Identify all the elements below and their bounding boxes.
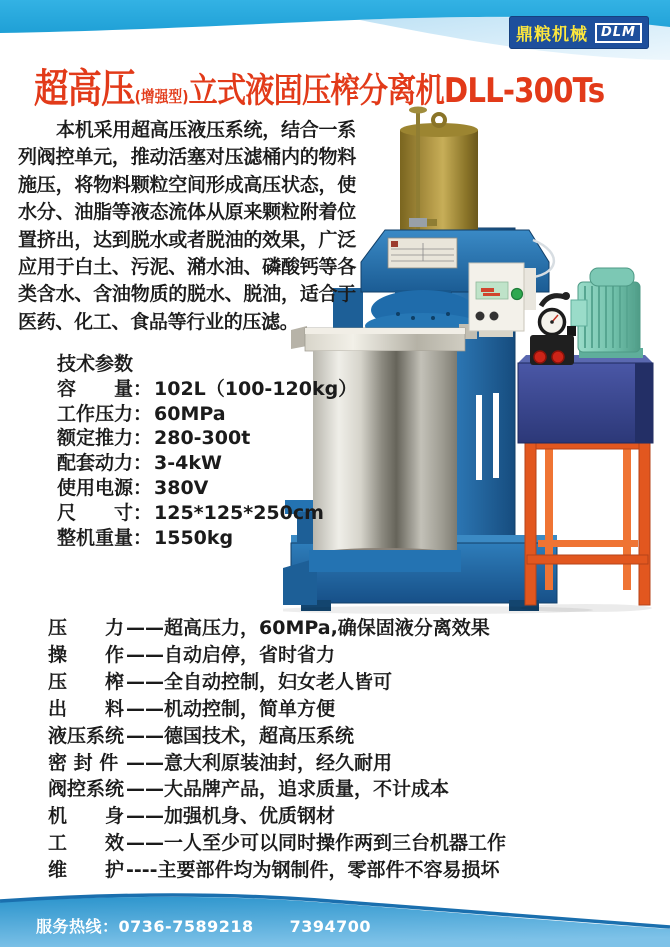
feature-label: 工 效: [48, 832, 125, 855]
feature-dashes: ——: [126, 643, 164, 666]
control-panel: [469, 263, 536, 337]
service-hotline: [36, 914, 371, 937]
feature-row: [48, 830, 506, 857]
page-title: [34, 57, 636, 114]
feature-list: [48, 615, 506, 884]
feature-row: [48, 750, 506, 777]
feature-dashes: ----: [126, 859, 158, 882]
feature-text: 超高压力，60MPa,确保固液分离效果: [164, 617, 490, 639]
brand-logo: [509, 16, 649, 49]
spec-row: [57, 526, 357, 551]
feature-row: [48, 615, 506, 642]
feature-row: [48, 696, 506, 723]
spec-value: 60MPa: [154, 402, 226, 425]
feature-dashes: ——: [126, 778, 164, 801]
spec-label: 尺 寸：: [57, 501, 153, 524]
feature-text: 机动控制，简单方便: [164, 697, 336, 720]
red-valve-knob: [552, 351, 564, 363]
spec-label: 工作压力：: [57, 402, 153, 425]
feature-text: 主要部件均为钢制件，零部件不容易损坏: [157, 859, 500, 882]
hotline-phone-1: 0736-7589218: [118, 917, 254, 936]
feature-label: 机 身: [48, 805, 125, 828]
spec-value: 3-4kW: [154, 452, 222, 475]
feature-row: [48, 669, 506, 696]
spec-value: 280-300t: [154, 427, 251, 450]
spec-row: [57, 426, 357, 451]
feature-row: [48, 723, 506, 750]
pressure-gauge: [540, 292, 571, 335]
knob: [476, 312, 485, 321]
feature-row: [48, 803, 506, 830]
spec-value: 380V: [154, 476, 209, 499]
feature-text: 全自动控制，妇女老人皆可: [164, 670, 393, 693]
feature-dashes: ——: [126, 670, 164, 693]
title-variant: (增强型): [134, 87, 189, 106]
feature-label: 密 封 件: [48, 751, 119, 774]
title-prefix: 超高压: [34, 66, 135, 112]
feature-dashes: ——: [126, 751, 164, 774]
feature-text: 加强机身、优质钢材: [164, 805, 336, 828]
feature-text: 德国技术，超高压系统: [164, 724, 355, 747]
feature-text: 自动启停，省时省力: [164, 643, 336, 666]
oil-tank: [518, 355, 653, 443]
hotline-label: 服务热线：: [36, 917, 119, 936]
feature-label: 压 榨: [48, 670, 125, 693]
feature-label: 维 护: [48, 859, 125, 882]
spec-label: 容 量：: [57, 377, 153, 400]
motor: [571, 268, 643, 358]
spec-label: 整机重量：: [57, 526, 153, 549]
spec-row: [57, 377, 357, 402]
feature-label: 阀控系统: [48, 778, 125, 801]
feature-text: 意大利原装油封，经久耐用: [164, 751, 393, 774]
feature-dashes: ——: [126, 724, 164, 747]
product-description: 本机采用超高压液压系统，结合一系列阀控单元，推动活塞对压滤桶内的物料施压，将物料颗粒空间形成高压状态，使水分、油脂等液态流体从原来颗粒附着位置挤出，达到脱水或者脱油的效果，广泛应用于白土、污泥、潲水油、磷酸钙等各类含水、含油物质的脱水、脱油，适合于医药、化工、食品等行业的压滤。: [18, 119, 356, 333]
spec-label: 使用电源：: [57, 476, 153, 499]
feature-text: 一人至少可以同时操作两到三台机器工作: [164, 832, 507, 855]
spec-list: [57, 352, 357, 550]
red-valve-knob: [534, 351, 546, 363]
spec-label: 配套动力：: [57, 452, 153, 475]
feature-dashes: ——: [126, 697, 164, 720]
feature-label: 液压系统: [48, 724, 125, 747]
feature-label: 出 料: [48, 697, 125, 720]
spec-row: [57, 402, 357, 427]
feature-dashes: ——: [126, 617, 164, 639]
hotline-phone-2: 7394700: [289, 917, 372, 936]
spec-heading: 技术参数: [57, 353, 134, 375]
feature-dashes: ——: [126, 805, 164, 828]
feature-label: 压 力: [48, 617, 125, 639]
feature-row: [48, 776, 506, 803]
nameplate: [388, 238, 457, 268]
feature-text: 大品牌产品，追求质量，不计成本: [164, 778, 450, 801]
feature-row: [48, 857, 506, 884]
brand-name: 鼎粮机械: [515, 25, 588, 45]
spec-value: 102L（100-120kg）: [154, 377, 358, 400]
spec-label: 额定推力：: [57, 427, 153, 450]
spec-row: [57, 501, 357, 526]
spec-value: 1550kg: [154, 526, 234, 549]
title-main: 立式液固压榨分离机DLL-300Ts: [188, 71, 605, 111]
brand-abbr-badge: DLM: [595, 23, 642, 43]
spec-value: 125*125*250cm: [154, 501, 324, 524]
feature-row: [48, 642, 506, 669]
knob: [490, 312, 499, 321]
spec-row: [57, 476, 357, 501]
spec-row: [57, 451, 357, 476]
feature-dashes: ——: [126, 832, 164, 855]
green-button: [512, 289, 523, 300]
feature-label: 操 作: [48, 643, 125, 666]
